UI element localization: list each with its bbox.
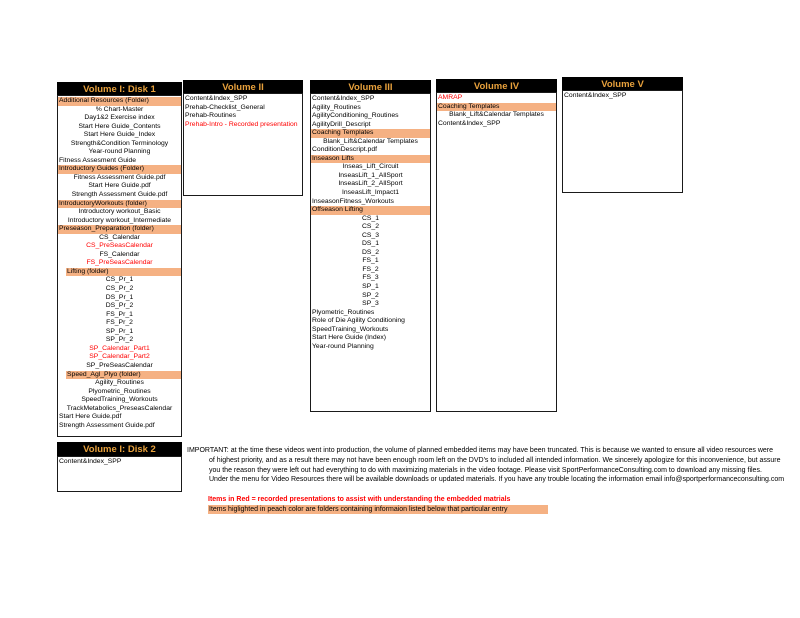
list-item: CS_3	[361, 231, 379, 239]
column-list-volume1-disk1	[57, 95, 182, 437]
list-item: IntroductoryWorkouts (folder)	[58, 200, 181, 209]
list-item: SpeedTraining_Workouts	[312, 325, 389, 333]
important-note	[187, 446, 785, 485]
column-list-volume3	[310, 93, 431, 412]
column-list-volume4	[436, 92, 557, 412]
list-item: FS_Calendar	[99, 250, 140, 258]
list-item: CS_2	[361, 223, 379, 231]
list-item: Prehab-Intro - Recorded presentation	[185, 120, 298, 128]
list-item: InseasLift_Impact1	[341, 189, 400, 197]
list-item: Prehab-Checklist_General	[185, 103, 265, 111]
column-header-volume2: Volume II	[183, 80, 303, 93]
column-list-volume2	[183, 93, 303, 196]
list-item: SP_Calendar_Part1	[89, 344, 150, 352]
list-item: Content&Index_SPP	[59, 458, 122, 465]
list-item: Plyometric_Routines	[88, 387, 151, 395]
list-item: Introductory workout_Basic	[78, 208, 161, 216]
list-item: SP_3	[362, 300, 379, 308]
list-item: Additional Resources (Folder)	[58, 97, 181, 106]
list-item: SP_PreSeasCalendar	[86, 361, 153, 369]
legend-peach-items: Items higlighted in peach color are folders containing informaion listed below that particular entry	[208, 505, 548, 514]
list-item: SP_Pr_1	[105, 327, 134, 335]
list-item: % Chart-Master	[95, 105, 144, 113]
column-volume4	[436, 79, 557, 92]
list-item: Fitness Assesment Guide	[59, 156, 137, 164]
list-item: FS_2	[362, 265, 379, 273]
list-item: FS_Pr_2	[106, 319, 133, 327]
list-item: Content&Index_SPP	[312, 95, 375, 102]
important-note-line: you the reason they were left out had everything to do with maximizing materials in the video footage. Please visit SportPerformanceConsulting.com to download any missing files.	[209, 466, 762, 474]
column-volume3	[310, 80, 431, 93]
column-header-volume5: Volume V	[562, 77, 683, 90]
important-note-line: IMPORTANT: at the time these videos went into production, the volume of planned embedded items may have been truncated. This is because we wanted to ensure all video resources were	[187, 447, 773, 454]
list-item: Year-round Planning	[88, 148, 151, 156]
list-item: Introductory workout_Intermediate	[67, 216, 172, 224]
list-item: CS_Pr_2	[105, 285, 134, 293]
legend-red-items: Items in Red = recorded presentations to assist with understanding the embedded matrials	[208, 496, 511, 503]
list-item: Speed_Agl_Plyo (folder)	[66, 371, 181, 380]
list-item: Year-round Planning	[312, 342, 374, 350]
column-header-volume4: Volume IV	[436, 79, 557, 92]
list-item: SP_Pr_2	[105, 336, 134, 344]
list-item: FS_3	[362, 274, 379, 282]
list-item: Agility_Routines	[95, 379, 144, 387]
list-item: FS_1	[362, 257, 379, 265]
list-item: TrackMetabolics_PreseasCalendar	[66, 404, 173, 412]
list-item: SP_2	[362, 291, 379, 299]
list-item: DS_2	[361, 248, 379, 256]
column-volume5	[562, 77, 683, 90]
list-item: AgilityDrill_Descript	[312, 120, 371, 128]
list-item: Strength Assessment Guide.pdf	[71, 191, 168, 199]
list-item: CS_Pr_1	[105, 276, 134, 284]
list-item: Blank_Lift&Calendar Templates	[323, 137, 418, 145]
important-note-line: of highest priority, and as a result there may not have been enough room left on the DVD's to included all intended information. We sincerely apologize for this inconvenience, but assure	[209, 456, 781, 464]
list-item: AMRAP	[438, 94, 463, 101]
column-volume1-disk2	[57, 442, 182, 456]
list-item: Start Here Guide.pdf	[88, 182, 151, 190]
list-item: Preseason_Preparation (folder)	[58, 225, 181, 234]
list-item: SpeedTraining_Workouts	[81, 396, 158, 404]
list-item: Role of Die Agility Conditioning	[312, 317, 405, 325]
column-volume1-disk1	[57, 82, 182, 95]
list-item: FS_Pr_1	[106, 310, 133, 318]
list-item: AgilityConditioning_Routines	[312, 112, 399, 120]
list-item: Content&Index_SPP	[564, 92, 627, 99]
list-item: InseasLift_2_AllSport	[338, 180, 403, 188]
column-header-volume1-disk2: Volume I: Disk 2	[57, 442, 182, 456]
list-item: InseasLift_1_AllSport	[338, 171, 403, 179]
list-item: Plyometric_Routines	[312, 308, 375, 316]
important-note-line: Under the menu for Video Resources there will be available downloads or updated materials. If you have any trouble locating the information email info@sportperformanceconsulting.com	[209, 476, 785, 484]
list-item: Start Here Guide_Index	[83, 131, 156, 139]
list-item: Lifting (folder)	[66, 268, 181, 277]
list-item: Inseason Lifts	[311, 155, 430, 164]
list-item: Content&Index_SPP	[185, 95, 248, 102]
list-item: ConditionDescript.pdf	[312, 146, 377, 154]
list-item: Introductory Guides (Folder)	[58, 165, 181, 174]
list-item: CS_1	[361, 214, 379, 222]
list-item: Coaching Templates	[437, 103, 556, 112]
list-item: Coaching Templates	[311, 129, 430, 138]
list-item: Inseas_Lift_Circuit	[342, 163, 399, 171]
list-item: Content&Index_SPP	[438, 119, 501, 127]
column-list-volume1-disk2	[57, 456, 182, 492]
list-item: DS_Pr_1	[105, 293, 134, 301]
list-item: Blank_Lift&Calendar Templates	[449, 111, 544, 119]
list-item: Start Here Guide (Index)	[312, 334, 387, 342]
list-item: Start Here Guide_Contents	[78, 122, 161, 130]
list-item: DS_Pr_2	[105, 302, 134, 310]
column-volume2	[183, 80, 303, 93]
list-item: SP_1	[362, 283, 379, 291]
column-list-volume5	[562, 90, 683, 193]
list-item: DS_1	[361, 240, 379, 248]
list-item: Agility_Routines	[312, 103, 361, 111]
list-item: FS_PreSeasCalendar	[86, 259, 153, 267]
column-header-volume3: Volume III	[310, 80, 431, 93]
list-item: Fitness Assessment Guide.pdf	[73, 173, 166, 181]
list-item: Start Here Guide.pdf	[59, 413, 122, 421]
list-item: Prehab-Routines	[185, 112, 237, 120]
list-item: Day1&2 Exercise index	[84, 114, 155, 122]
list-item: Offseason Lifting	[311, 206, 430, 215]
list-item: Strength&Condition Terminology	[70, 139, 169, 147]
list-item: Strength Assessment Guide.pdf	[59, 421, 155, 429]
list-item: CS_Calendar	[99, 233, 140, 241]
list-item: InseasonFitness_Workouts	[312, 197, 394, 205]
column-header-volume1-disk1: Volume I: Disk 1	[57, 82, 182, 95]
list-item: SP_Calendar_Part2	[89, 353, 150, 361]
list-item: CS_PreSeasCalendar	[86, 242, 153, 250]
